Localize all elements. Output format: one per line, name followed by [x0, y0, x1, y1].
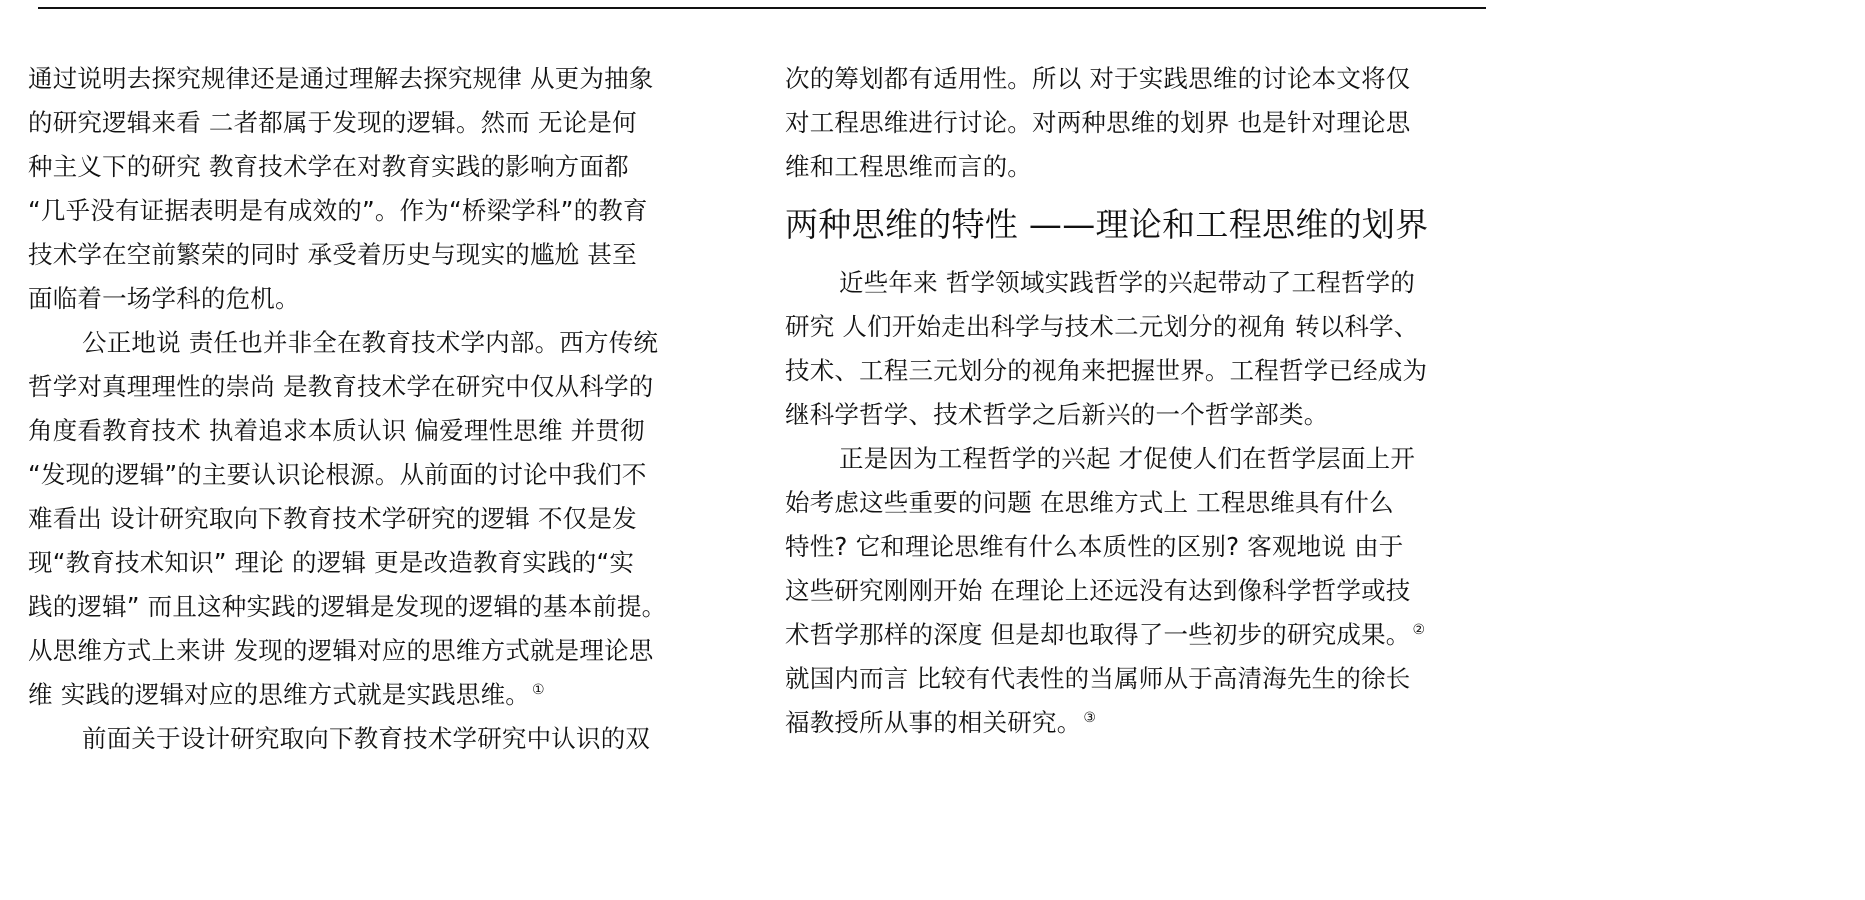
- text-line: 这些研究刚刚开始 在理论上还远没有达到像科学哲学或技: [785, 576, 1411, 605]
- text-line: [785, 701, 1500, 745]
- text-line: 特性? 它和理论思维有什么本质性的区别? 客观地说 由于: [785, 532, 1404, 561]
- text-line: 就国内而言 比较有代表性的当属师从于高清海先生的徐长: [785, 664, 1411, 693]
- text-line: 近些年来 哲学领域实践哲学的兴起带动了工程哲学的: [839, 268, 1416, 297]
- text-line: 继科学哲学、技术哲学之后新兴的一个哲学部类。: [785, 400, 1329, 429]
- text-line: [785, 613, 1500, 657]
- footnote-marker[interactable]: ③: [1083, 709, 1097, 726]
- text-line-content: 维 实践的逻辑对应的思维方式就是实践思维。: [28, 680, 530, 709]
- text-line: 从思维方式上来讲 发现的逻辑对应的思维方式就是理论思: [28, 636, 654, 665]
- top-rule: [38, 7, 1486, 9]
- text-line: 公正地说 责任也并非全在教育技术学内部。西方传统: [82, 328, 659, 357]
- text-line: 哲学对真理理性的崇尚 是教育技术学在研究中仅从科学的: [28, 372, 654, 401]
- text-line: “几乎没有证据表明是有成效的”。作为“桥梁学科”的教育: [28, 196, 648, 225]
- text-line-content: 术哲学那样的深度 但是却也取得了一些初步的研究成果。: [785, 620, 1411, 649]
- footnote-marker[interactable]: ①: [532, 681, 545, 698]
- right-column: [785, 57, 1500, 745]
- text-line: 角度看教育技术 执着追求本质认识 偏爱理性思维 并贯彻: [28, 416, 645, 445]
- text-line: 前面关于设计研究取向下教育技术学研究中认识的双: [82, 724, 651, 753]
- text-line: 技术、工程三元划分的视角来把握世界。工程哲学已经成为: [785, 356, 1428, 385]
- text-line: 难看出 设计研究取向下教育技术学研究的逻辑 不仅是发: [28, 504, 637, 533]
- text-line: 面临着一场学科的危机。: [28, 284, 300, 313]
- footnote-marker[interactable]: ②: [1412, 621, 1426, 638]
- text-line-content: 福教授所从事的相关研究。: [785, 708, 1082, 737]
- text-line: [28, 673, 733, 717]
- text-line: 始考虑这些重要的问题 在思维方式上 工程思维具有什么: [785, 488, 1394, 517]
- text-line: 的研究逻辑来看 二者都属于发现的逻辑。然而 无论是何: [28, 108, 637, 137]
- text-line: 种主义下的研究 教育技术学在对教育实践的影响方面都: [28, 152, 629, 181]
- left-column: [28, 57, 733, 761]
- text-line: 技术学在空前繁荣的同时 承受着历史与现实的尴尬 甚至: [28, 240, 637, 269]
- text-line: 维和工程思维而言的。: [785, 152, 1032, 181]
- text-line: 正是因为工程哲学的兴起 才促使人们在哲学层面上开: [839, 444, 1416, 473]
- text-line: 对工程思维进行讨论。对两种思维的划界 也是针对理论思: [785, 108, 1411, 137]
- section-heading: 两种思维的特性 ——理论和工程思维的划界: [785, 205, 1429, 244]
- text-line: “发现的逻辑”的主要认识论根源。从前面的讨论中我们不: [28, 460, 647, 489]
- text-line: 现“教育技术知识” 理论 的逻辑 更是改造教育实践的“实: [28, 548, 635, 577]
- text-line: 通过说明去探究规律还是通过理解去探究规律 从更为抽象: [28, 64, 654, 93]
- text-line: 践的逻辑” 而且这种实践的逻辑是发现的逻辑的基本前提。: [28, 592, 667, 621]
- text-line: 研究 人们开始走出科学与技术二元划分的视角 转以科学、: [785, 312, 1419, 341]
- text-line: 次的筹划都有适用性。所以 对于实践思维的讨论本文将仅: [785, 64, 1411, 93]
